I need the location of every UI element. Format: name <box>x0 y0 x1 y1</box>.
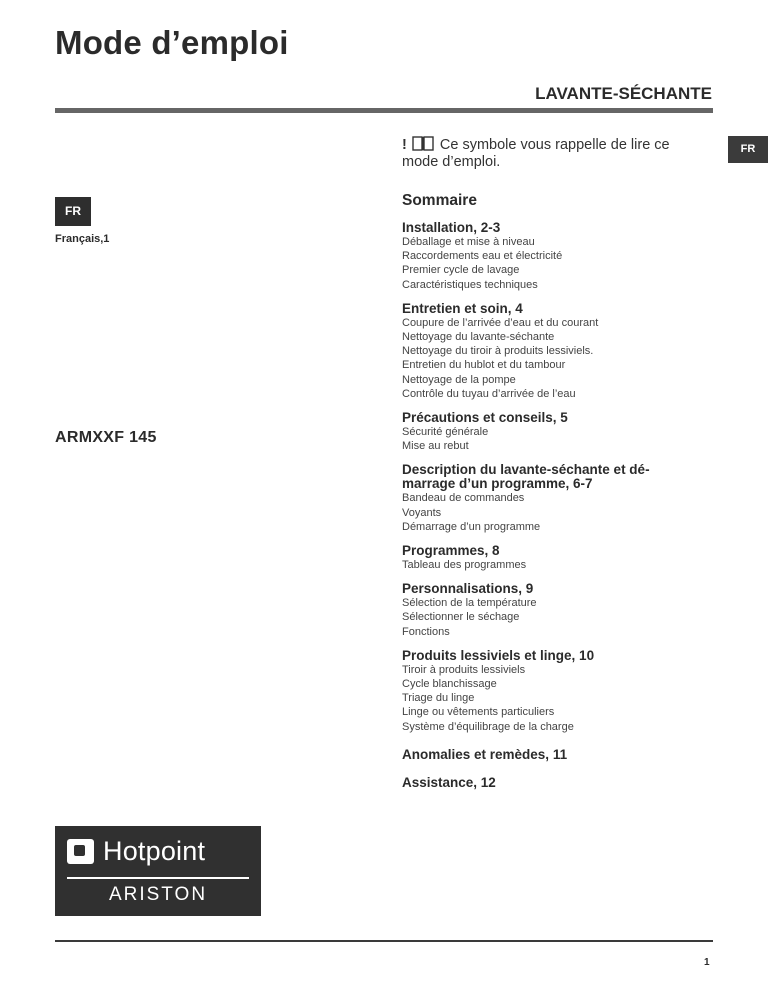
toc-item: Tableau des programmes <box>402 559 527 572</box>
brand-divider <box>67 877 249 879</box>
book-icon <box>412 136 434 155</box>
toc-item: Linge ou vêtements particuliers <box>402 706 555 719</box>
toc-section-title[interactable]: Entretien et soin, 4 <box>402 300 523 316</box>
footer-rule <box>55 940 713 942</box>
toc-item: Cycle blanchissage <box>402 678 497 691</box>
manual-notice <box>402 136 702 170</box>
toc-section-title[interactable]: Installation, 2-3 <box>402 220 501 235</box>
toc-item: Tiroir à produits lessiviels <box>402 663 526 676</box>
toc-item: Nettoyage du lavante-séchante <box>402 331 555 344</box>
warning-mark: ! <box>402 137 407 153</box>
language-side-tab[interactable]: FR <box>728 136 768 163</box>
toc-section-title-line1[interactable]: Description du lavante-séchante et dé- <box>402 462 650 478</box>
brand-name: Hotpoint <box>103 836 206 866</box>
toc-item: Démarrage d’un programme <box>402 520 541 533</box>
language-badge: FR <box>55 197 91 226</box>
toc-item: Premier cycle de lavage <box>402 264 520 277</box>
toc-item: Voyants <box>402 506 442 519</box>
model-number: ARMXXF 145 <box>55 429 157 446</box>
toc-section-installation <box>402 221 722 292</box>
toc-item: Fonctions <box>402 625 450 638</box>
toc-item: Raccordements eau et électricité <box>402 250 563 263</box>
toc-item: Sélection de la température <box>402 597 537 610</box>
toc-item: Système d’équilibrage de la charge <box>402 720 574 733</box>
notice-text: Ce symbole vous rappelle de lire ce mode d’emploi. <box>402 137 670 170</box>
toc-item: Nettoyage de la pompe <box>402 373 516 386</box>
toc-section-anomalies <box>402 748 722 762</box>
toc-item: Déballage et mise à niveau <box>402 236 535 248</box>
toc-item: Entretien du hublot et du tambour <box>402 359 566 372</box>
toc-section-description <box>402 463 722 534</box>
toc-item: Mise au rebut <box>402 440 469 453</box>
toc-heading: Sommaire <box>402 192 477 209</box>
toc-section-title[interactable]: Produits lessiviels et linge, 10 <box>402 647 595 663</box>
toc-item: Bandeau de commandes <box>402 492 525 505</box>
page-title: Mode d’emploi <box>55 24 289 61</box>
toc-item: Sécurité générale <box>402 426 489 439</box>
brand-subname: ARISTON <box>108 884 208 905</box>
toc-section-entretien <box>402 302 722 401</box>
header-rule <box>55 108 713 113</box>
toc-section-title[interactable]: Assistance, 12 <box>402 774 496 790</box>
toc-section-personnalisations <box>402 582 722 639</box>
language-link[interactable]: Français,1 <box>55 233 110 245</box>
toc-section-title-line2[interactable]: marrage d’un programme, 6-7 <box>402 476 593 492</box>
toc-section-programmes <box>402 544 722 572</box>
toc-item: Coupure de l’arrivée d’eau et du courant <box>402 316 599 329</box>
brand-mark-icon <box>67 839 94 864</box>
table-of-contents <box>402 192 722 800</box>
page-number: 1 <box>704 957 710 968</box>
brand-logo <box>55 826 261 916</box>
toc-item: Triage du linge <box>402 692 475 705</box>
toc-section-title[interactable]: Programmes, 8 <box>402 543 500 559</box>
toc-section-produits <box>402 649 722 734</box>
toc-section-precautions <box>402 411 722 453</box>
toc-section-title[interactable]: Précautions et conseils, 5 <box>402 410 568 426</box>
toc-section-title[interactable]: Personnalisations, 9 <box>402 581 534 597</box>
product-type-heading: LAVANTE-SÉCHANTE <box>535 84 712 103</box>
toc-section-assistance <box>402 776 722 790</box>
toc-item: Contrôle du tuyau d’arrivée de l’eau <box>402 387 576 400</box>
toc-item: Nettoyage du tiroir à produits lessiviels. <box>402 345 594 358</box>
brand-logo-top <box>67 836 205 867</box>
toc-section-title[interactable]: Anomalies et remèdes, 11 <box>402 746 568 762</box>
toc-item: Sélectionner le séchage <box>402 611 520 624</box>
toc-item: Caractéristiques techniques <box>402 278 538 291</box>
